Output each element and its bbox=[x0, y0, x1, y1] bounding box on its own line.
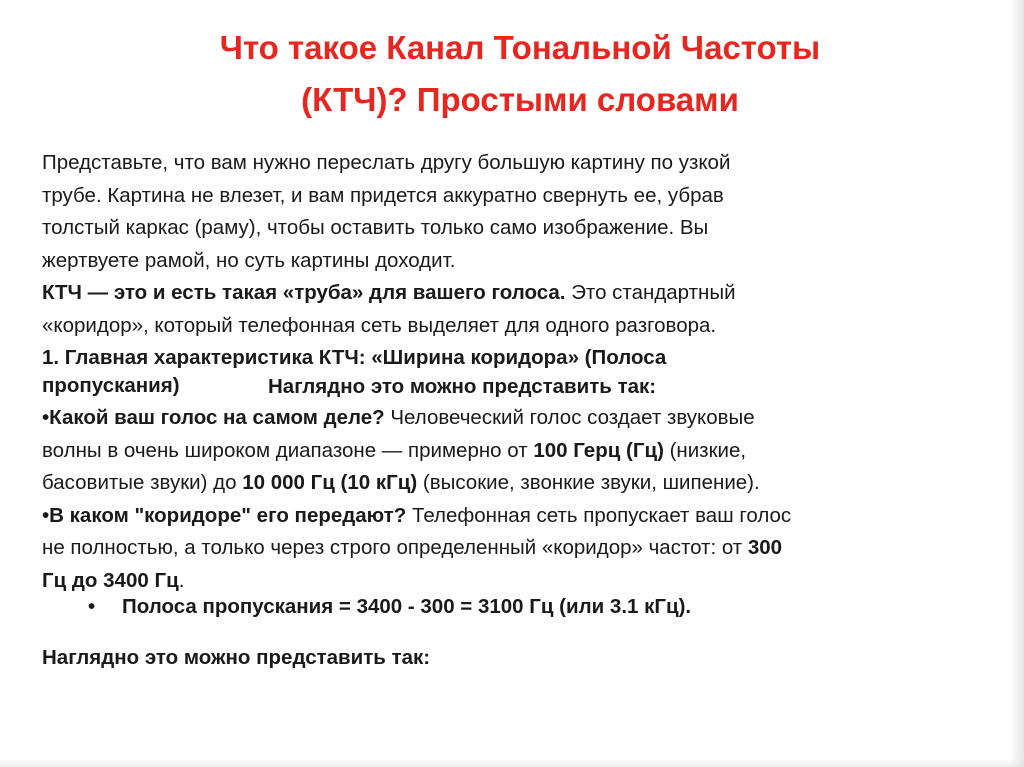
bullet-2-line-1 bbox=[42, 500, 972, 533]
intro-line-2: трубе. Картина не влезет, и вам придется аккуратно свернуть ее, убрав bbox=[42, 183, 724, 207]
title-line-1: Что такое Канал Тональной Частоты bbox=[219, 29, 821, 66]
bullet-2-text-3: . bbox=[178, 568, 185, 592]
overlay-note: Наглядно это можно представить так: bbox=[268, 375, 657, 398]
bullet-1-text-2: волны в очень широком диапазоне — примерно от bbox=[42, 438, 534, 462]
closing-line: Наглядно это можно представить так: bbox=[42, 646, 431, 669]
bullet-1-value-high: 10 000 Гц (10 кГц) bbox=[242, 471, 418, 494]
intro-line-5 bbox=[42, 277, 972, 310]
intro-line-6: «коридор», который телефонная сеть выделяет для одного разговора. bbox=[42, 313, 717, 337]
bullet-1-text-3: (низкие, bbox=[663, 438, 747, 462]
bullet-dot: • bbox=[88, 595, 96, 618]
bullet-1-line-2 bbox=[42, 435, 972, 468]
section-heading-line-1: 1. Главная характеристика КТЧ: «Ширина коридора» (Полоса bbox=[42, 346, 667, 369]
bandwidth-formula: Полоса пропускания = 3400 - 300 = 3100 Гц (или 3.1 кГц). bbox=[122, 595, 692, 618]
bullet-1-line-3 bbox=[42, 467, 972, 500]
bullet-1-text-4: басовитые звуки) до bbox=[42, 471, 243, 494]
ktch-definition-rest: Это стандартный bbox=[565, 281, 736, 304]
bullet-2-value-low: 300 bbox=[747, 536, 783, 559]
bullet-1-line-1 bbox=[42, 402, 972, 435]
title-line-2: (КТЧ)? Простыми словами bbox=[301, 81, 739, 118]
bullet-2-text-2: не полностью, а только через строго определенный «коридор» частот: от bbox=[42, 536, 748, 559]
section-heading-line-2: пропускания) bbox=[42, 374, 180, 397]
bullet-1-text: Человеческий голос создает звуковые bbox=[384, 406, 755, 429]
slide-edge-shadow bbox=[1010, 0, 1024, 767]
intro-line-1: Представьте, что вам нужно переслать другу большую картину по узкой bbox=[42, 151, 731, 174]
intro-line-4: жертвуете рамой, но суть картины доходит. bbox=[42, 248, 456, 272]
bullet-2-text: Телефонная сеть пропускает ваш голос bbox=[406, 503, 792, 527]
bullet-1-question: •Какой ваш голос на самом деле? bbox=[42, 406, 385, 429]
bullet-list bbox=[42, 402, 972, 597]
bandwidth-bullet bbox=[88, 593, 691, 621]
bullet-1-value-low: 100 Герц (Гц) bbox=[533, 438, 664, 462]
intro-paragraph bbox=[42, 147, 972, 342]
slide-bottom-shadow bbox=[0, 759, 1024, 767]
bullet-2-value-high: Гц до 3400 Гц bbox=[42, 568, 179, 592]
slide-title bbox=[70, 22, 970, 126]
bullet-2-line-2 bbox=[42, 532, 972, 565]
intro-line-3: толстый каркас (раму), чтобы оставить только само изображение. Вы bbox=[42, 216, 709, 239]
ktch-definition-bold: КТЧ — это и есть такая «труба» для вашего голоса. bbox=[42, 281, 566, 304]
bullet-2-question: •В каком "коридоре" его передают? bbox=[42, 503, 407, 527]
bullet-1-text-5: (высокие, звонкие звуки, шипение). bbox=[417, 471, 760, 494]
